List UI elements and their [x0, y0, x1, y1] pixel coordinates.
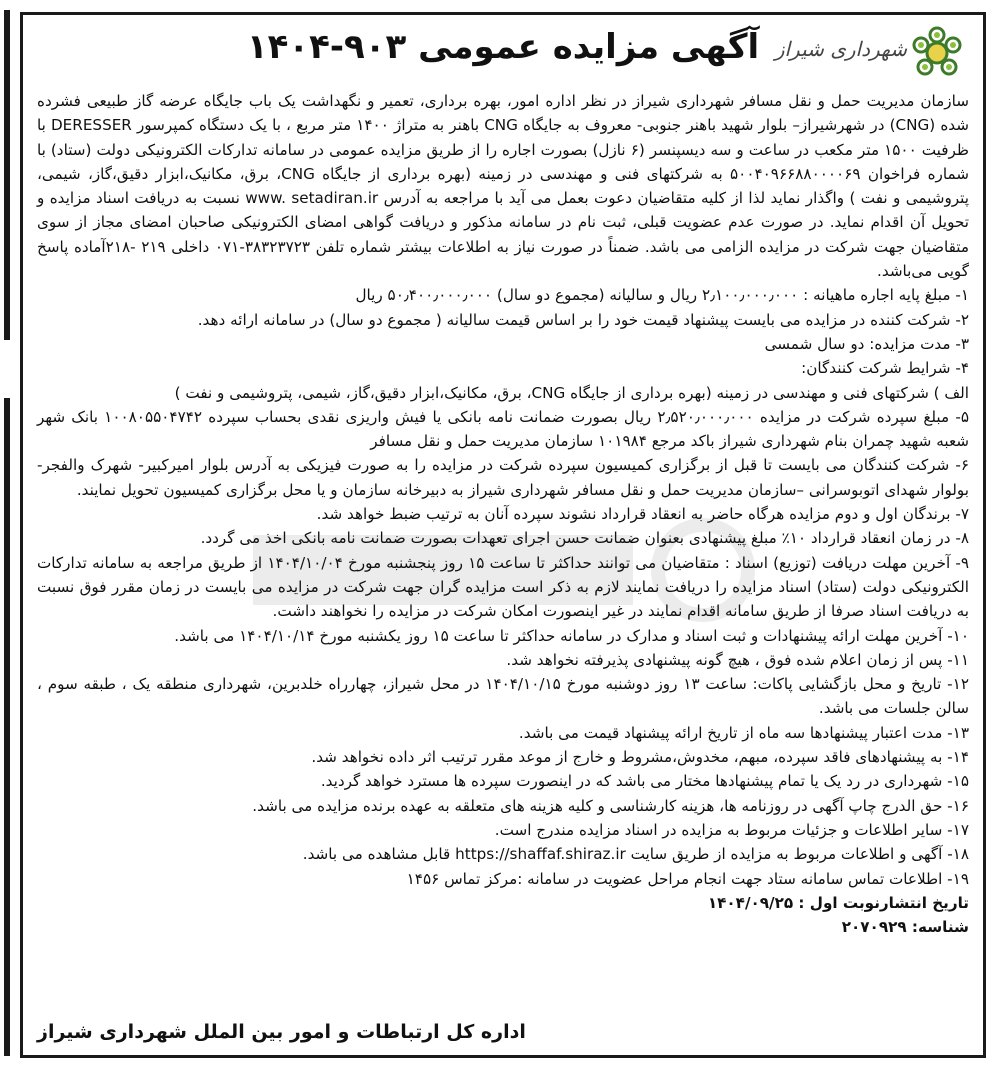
list-item: ۶- شرکت کنندگان می بایست تا قبل از برگزاری کمیسیون سپرده شرکت در مزایده را به صورت فیزیکی به آدرس بلوار امیرکبیر- شهرک والفجر- بولوار شهدای اتوبوسرانی –سازمان مدیریت حمل و نقل مسافر شهرداری شیراز به دبیرخانه سازمان و یا محل برگزاری کمیسیون تحویل نمایند. — [37, 456, 969, 499]
conditions-list — [37, 283, 969, 890]
notice-header — [33, 23, 973, 83]
list-item: ۱۴- به پیشنهادهای فاقد سپرده، مبهم، مخدوش،مشروط و خارج از موعد مقرر ترتیب اثر داده نخواهد شد. — [311, 748, 969, 767]
list-item: ۱۷- سایر اطلاعات و جزئیات مربوط به مزایده در اسناد مزایده مندرج است. — [494, 820, 969, 839]
list-item: ۱۲- تاریخ و محل بازگشایی پاکات: ساعت ۱۳ روز دوشنبه مورخ ۱۴۰۴/۱۰/۱۵ در محل شیراز، چهارراه خلدبرین، شهرداری منطقه یک ، طبقه سوم ، سالن جلسات می باشد. — [37, 675, 969, 718]
left-margin-bar-top — [4, 10, 10, 340]
list-item: ۸- در زمان انعقاد قرارداد ۱۰٪ مبلغ پیشنهادی بعنوان ضمانت حسن اجرای تعهدات بصورت ضمانت نامه بانکی اخذ می گردد. — [200, 529, 969, 548]
logo-text: شهرداری شیراز — [774, 37, 907, 61]
auction-notice — [20, 12, 986, 1058]
notice-id: شناسه: ۲۰۷۰۹۲۹ — [841, 918, 969, 937]
list-item: ۱۳- مدت اعتبار پیشنهادها سه ماه از تاریخ ارائه پیشنهاد قیمت می باشد. — [518, 723, 969, 742]
issuer-signature: اداره کل ارتباطات و امور بین الملل شهرداری شیراز — [37, 1021, 526, 1043]
intro-paragraph: سازمان مدیریت حمل و نقل مسافر شهرداری شیراز در نظر اداره امور، بهره برداری، تعمیر و نگهداشت یک باب جایگاه عرضه گاز طبیعی فشرده شده (CNG) در شهرشیراز– بلوار شهید باهنر جنوبی- معروف به جایگاه CNG باهنر به متراژ ۱۴۰۰ متر مربع ، با یک دستگاه کمپرسور DERESSER با ظرفیت ۱۵۰۰ متر مکعب در ساعت و سه دیسپنسر (۶ نازل) بصورت اجاره را از طریق مزایده عمومی در سامانه تدارکات الکترونیکی دولت (ستاد) با شماره فراخوان ۵۰۰۴۰۹۶۶۸۸۰۰۰۰۶۹ به شرکتهای فنی و مهندسی در زمینه (بهره برداری از جایگاه CNG، برق، مکانیک،ابزار دقیق،گاز، شیمی، پتروشیمی و نفت ) واگذار نماید لذا از کلیه متقاضیان دعوت بعمل می آید با مراجعه به آدرس www. setadiran.ir نسبت به دریافت اسناد مزایده و تحویل آن اقدام نماید. در صورت عدم عضویت قبلی، ثبت نام در سامانه مذکور و دریافت گواهی امضای الکترونیکی صاحبان امضای مجاز از سوی متقاضیان جهت شرکت در مزایده الزامی می باشد. ضمناً در صورت نیاز به اطلاعات بیشتر شماره تلفن ۳۸۳۲۳۷۲۳-۰۷۱ داخلی ۲۱۹ -۲۱۸آماده پاسخ گویی می‌باشد. — [37, 92, 970, 281]
publication-date: تاریخ انتشارنوبت اول : ۱۴۰۴/۰۹/۲۵ — [707, 893, 969, 912]
list-item: ۵- مبلغ سپرده شرکت در مزایده ۲٫۵۲۰٫۰۰۰٫۰۰۰ ریال بصورت ضمانت نامه بانکی یا فیش واریزی نقدی بحساب سپرده ۱۰۰۸۰۵۵۰۴۷۴۲ بانک شهر شعبه شهید چمران بنام شهرداری شیراز باکد مرجع ۱۰۱۹۸۴ سازمان مدیریت حمل و نقل مسافر — [37, 407, 969, 451]
shiraz-municipality-logo-icon — [774, 23, 965, 87]
list-item: ۱۹- اطلاعات تماس سامانه ستاد جهت انجام مراحل عضویت در سامانه :مرکز تماس ۱۴۵۶ — [406, 869, 969, 888]
list-item: الف ) شرکتهای فنی و مهندسی در زمینه (بهره برداری از جایگاه CNG، برق، مکانیک،ابزار دقیق،گاز، شیمی، پتروشیمی و نفت ) — [174, 383, 969, 402]
list-item: ۱۰- آخرین مهلت ارائه پیشنهادات و ثبت اسناد و مدارک در سامانه حداکثر تا ساعت ۱۵ روز یکشنبه مورخ ۱۴۰۴/۱۰/۱۴ می باشد. — [174, 626, 969, 645]
list-item: ۱۶- حق الدرج چاپ آگهی در روزنامه ها، هزینه کارشناسی و کلیه هزینه های متعلقه به عهده برنده مزایده می باشد. — [252, 796, 969, 815]
notice-title: آگهی مزایده عمومی ۹۰۳-۱۴۰۴ — [246, 27, 760, 67]
list-item: ۴- شرایط شرکت کنندگان: — [801, 359, 969, 378]
list-item: ۱۸- آگهی و اطلاعات مربوط به مزایده از طریق سایت https://shaffaf.shiraz.ir قابل مشاهده می باشد. — [302, 845, 969, 864]
left-margin-bar-bottom — [4, 398, 10, 1056]
list-item: ۱- مبلغ پایه اجاره ماهیانه : ۲٫۱۰۰٫۰۰۰٫۰۰۰ ریال و سالیانه (مجموع دو سال) ۵۰٫۴۰۰٫۰۰۰٫۰۰۰ ریال — [355, 286, 969, 305]
list-item: ۷- برندگان اول و دوم مزایده هرگاه حاضر به انعقاد قرارداد نشوند سپرده آنان به ترتیب ضبط خواهد شد. — [316, 505, 969, 524]
notice-body — [37, 89, 969, 939]
list-item: ۱۱- پس از زمان اعلام شده فوق ، هیچ گونه پیشنهادی پذیرفته نخواهد شد. — [506, 650, 969, 669]
list-item: ۲- شرکت کننده در مزایده می بایست پیشنهاد قیمت خود را بر اساس قیمت سالیانه ( مجموع دو سال) در سامانه ارائه دهد. — [197, 310, 969, 329]
list-item: ۱۵- شهرداری در رد یک یا تمام پیشنهادها مختار می باشد که در اینصورت سپرده ها مسترد خواهد گردید. — [320, 772, 969, 791]
list-item: ۹- آخرین مهلت دریافت (توزیع) اسناد : متقاضیان می توانند حداکثر تا ساعت ۱۵ روز پنجشنبه مورخ ۱۴۰۴/۱۰/۰۴ از طریق مراجعه به سامانه تدارکات الکترونیکی دولت (ستاد) اسناد مزایده را دریافت نمایند لازم به ذکر است مزایده گران جهت شرکت در مزایده می بایست در زمان مقرر فوق نسبت به دریافت اسناد صرفا از طریق سامانه اقدام نمایند در غیر اینصورت امکان شرکت در مزایده را نخواهند داشت. — [37, 553, 969, 621]
list-item: ۳- مدت مزایده: دو سال شمسی — [764, 334, 969, 353]
